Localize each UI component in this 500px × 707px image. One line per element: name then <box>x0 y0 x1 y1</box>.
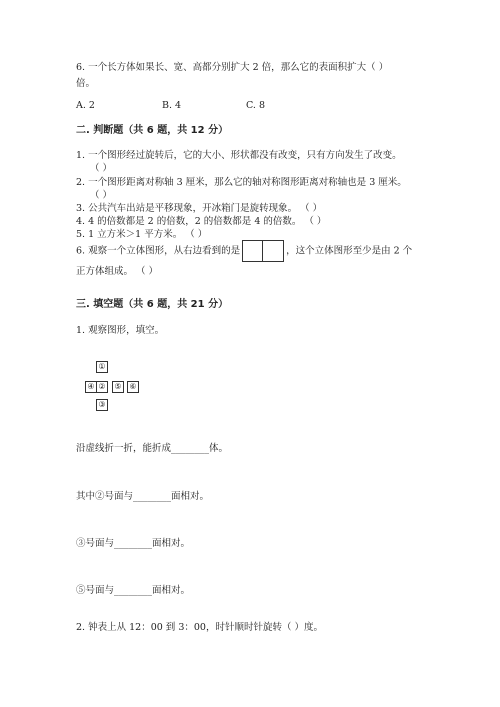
q6-option-a: A. 2 <box>76 100 95 111</box>
net-face-4: ④ <box>85 381 97 393</box>
fill-face5: ⑤号面与________面相对。 <box>76 585 191 596</box>
judge-q3: 3. 公共汽车出站是平移现象，开冰箱门是旋转现象。 （ ） <box>76 203 323 214</box>
section2-title: 二. 判断题（共 6 题，共 12 分） <box>76 125 229 136</box>
fill-q1: 1. 观察图形，填空。 <box>76 325 165 336</box>
q6-option-c: C. 8 <box>246 100 266 111</box>
judge-q6-text-b: ，这个立体图形至少是由 2 个 <box>286 245 413 257</box>
fill-fold: 沿虚线折一折，能折成________体。 <box>76 443 229 454</box>
judge-q6-line2: 正方体组成。 （ ） <box>76 266 159 277</box>
judge-q4: 4. 4 的倍数都是 2 的倍数，2 的倍数都是 4 的倍数。 （ ） <box>76 216 327 227</box>
section3-title: 三. 填空题（共 6 题，共 21 分） <box>76 299 229 310</box>
q6-line1: 6. 一个长方体如果长、宽、高都分别扩大 2 倍，那么它的表面积扩大（ ） <box>76 62 389 73</box>
net-face-5: ⑤ <box>112 381 124 393</box>
judge-q2: 2. 一个图形距离对称轴 3 厘米，那么它的轴对称图形距离对称轴也是 3 厘米。 <box>76 177 407 188</box>
judge-q1: 1. 一个图形经过旋转后，它的大小、形状都没有改变，只有方向发生了改变。 <box>76 150 402 161</box>
judge-q6-text-a: 6. 观察一个立体图形，从右边看到的是 <box>76 245 241 257</box>
q6-option-b: B. 4 <box>162 100 182 111</box>
fill-q2: 2. 钟表上从 12：00 到 3：00，时针顺时针旋转（ ）度。 <box>76 622 323 633</box>
fill-face2: 其中②号面与________面相对。 <box>76 491 210 502</box>
judge-q5: 5. 1 立方米＞1 平方米。 （ ） <box>76 229 208 240</box>
fill-face3: ③号面与________面相对。 <box>76 538 191 549</box>
net-face-2: ② <box>96 381 108 393</box>
judge-q6 <box>76 240 412 263</box>
judge-q1-bracket: （ ） <box>90 163 113 174</box>
q6-line2: 倍。 <box>76 78 96 89</box>
net-face-3: ③ <box>96 399 108 411</box>
net-face-1: ① <box>96 361 108 373</box>
cube-net-figure <box>80 361 140 411</box>
two-square-view-figure <box>242 240 284 262</box>
net-face-6: ⑥ <box>127 381 139 393</box>
judge-q2-bracket: （ ） <box>90 190 113 201</box>
